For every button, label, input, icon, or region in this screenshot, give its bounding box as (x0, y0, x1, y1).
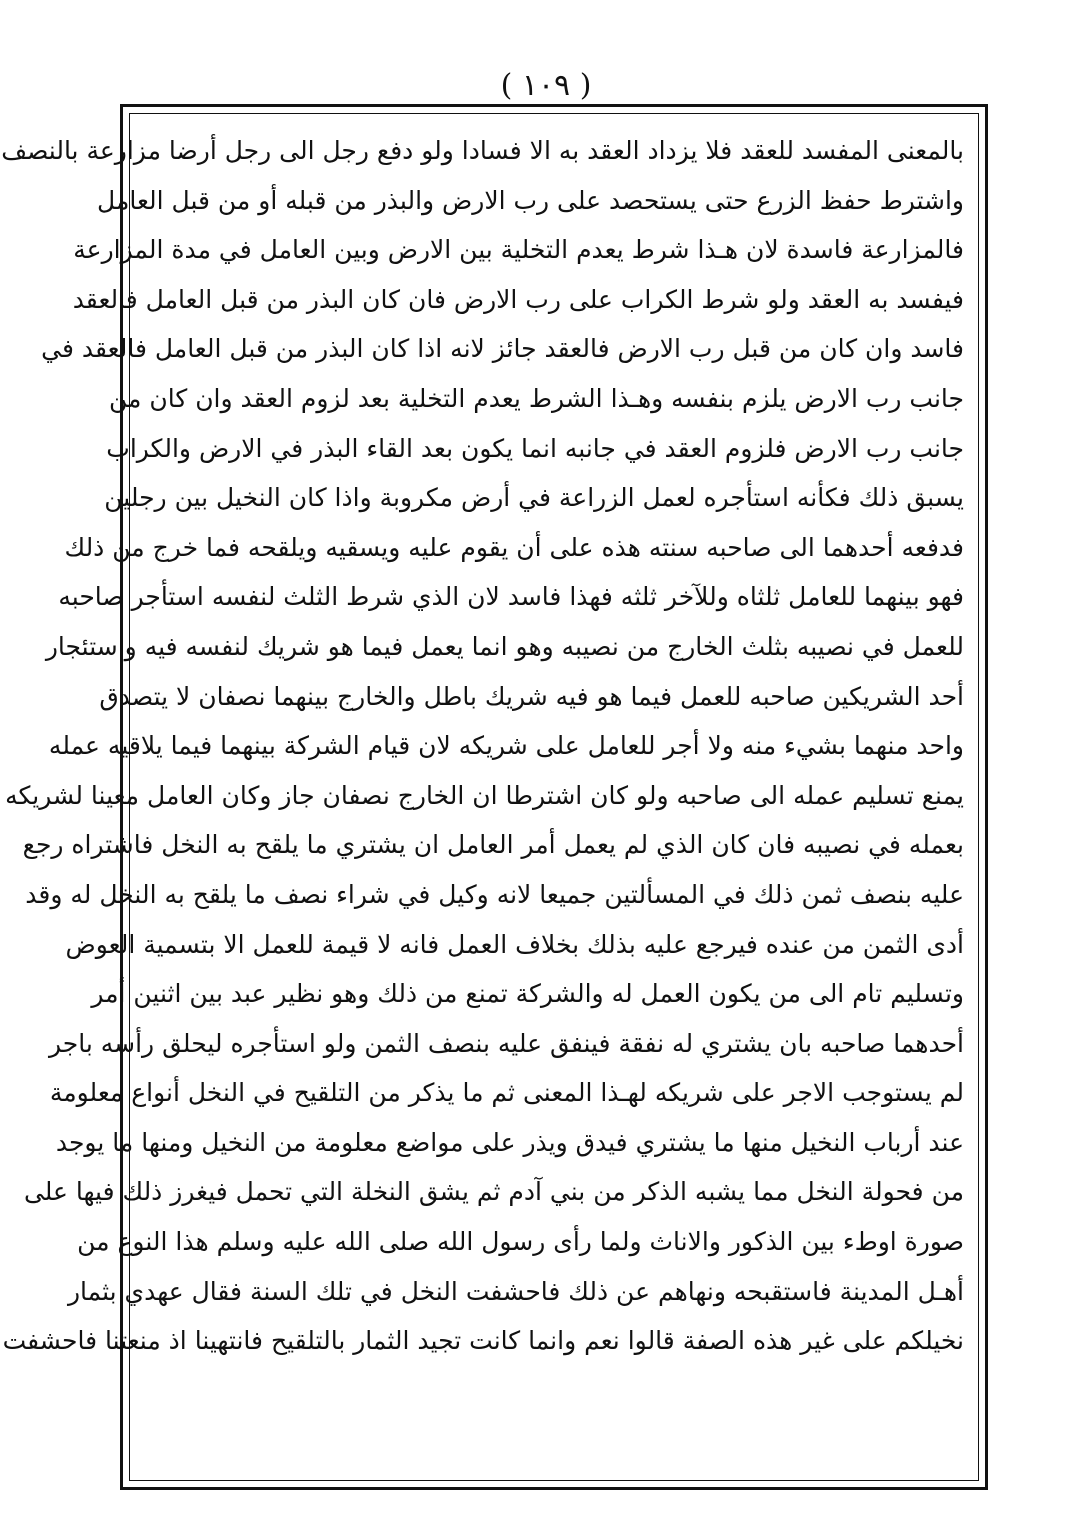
text-line: صورة اوطء بين الذكور والاناث ولما رأى رسول الله صلى الله عليه وسلم هذا النوع من (77, 1227, 964, 1257)
text-line: فدفعه أحدهما الى صاحبه سنته هذه على أن يقوم عليه ويسقيه ويلقحه فما خرج من ذلك (64, 532, 964, 562)
text-line: فيفسد به العقد ولو شرط الكراب على رب الارض فان كان البذر من قبل العامل فالعقد (72, 284, 964, 314)
text-line: عليه بنصف ثمن ذلك في المسألتين جميعا لانه وكيل في شراء نصف ما يلقح به النخل له وقد (25, 879, 964, 909)
text-line: من فحولة النخل مما يشبه الذكر من بني آدم ثم يشق النخلة التي تحمل فيغرز ذلك فيها على (23, 1177, 964, 1207)
text-line: واشترط حفظ الزرع حتى يستحصد على رب الارض والبذر من قبله أو من قبل العامل (97, 185, 964, 215)
text-line: أدى الثمن من عنده فيرجع عليه بذلك بخلاف العمل فانه لا قيمة للعمل الا بتسمية العوض (65, 929, 964, 959)
page-number: ( ١٠٩ ) (500, 68, 592, 103)
text-line: جانب رب الارض فلزوم العقد في جانبه انما يكون بعد القاء البذر في الارض والكراب (106, 433, 964, 463)
text-line: نخيلكم على غير هذه الصفة قالوا نعم وانما كانت تجيد الثمار بالتلقيح فانتهينا اذ منعتنا فاحشفت (2, 1326, 964, 1356)
text-line: فالمزارعة فاسدة لان هـذا شرط يعدم التخلية بين الارض وبين العامل في مدة المزارعة (73, 235, 964, 265)
text-line: وتسليم تام الى من يكون العمل له والشركة تمنع من ذلك وهو نظير عبد بين اثنين أمر (91, 979, 964, 1009)
text-line: أهـل المدينة فاستقبحه ونهاهم عن ذلك فاحشفت النخل في تلك السنة فقال عهدي بثمار (67, 1276, 964, 1306)
text-line: يسبق ذلك فكأنه استأجره لعمل الزراعة في أرض مكروبة واذا كان النخيل بين رجلين (104, 483, 964, 513)
text-line: بعمله في نصيبه فان كان الذي لم يعمل أمر العامل ان يشتري ما يلقح به النخل فاشتراه رجع (22, 830, 964, 860)
page-border-outer (1, 104, 988, 1490)
text-line: لم يستوجب الاجر على شريكه لهـذا المعنى ثم ما يذكر من التلقيح في النخل أنواع معلومة (49, 1078, 964, 1108)
text-line: فاسد وان كان من قبل رب الارض فالعقد جائز لانه اذا كان البذر من قبل العامل فالعقد في (41, 334, 964, 364)
text-line: أحدهما صاحبه بان يشتري له نفقة فينفق عليه بنصف الثمن ولو استأجره ليحلق رأسه باجر (48, 1028, 964, 1058)
text-line: للعمل في نصيبه بثلث الخارج من نصيبه وهو انما يعمل فيما هو شريك لنفسه فيه واستئجار (45, 631, 964, 661)
text-line: عند أرباب النخيل منها ما يشتري فيدق ويذر على مواضع معلومة من النخيل ومنها ما يوجد (55, 1127, 964, 1157)
text-line: بالمعنى المفسد للعقد فلا يزداد العقد به الا فسادا ولو دفع رجل الى رجل أرضا مزارعة بالنصف (1, 136, 964, 165)
text-line: جانب رب الارض يلزم بنفسه وهـذا الشرط يعدم التخلية بعد لزوم العقد وان كان من (109, 383, 964, 413)
body-text (1, 126, 964, 1468)
text-line: يمنع تسليم عمله الى صاحبه ولو كان اشترطا ان الخارج نصفان جاز وكان العامل معينا لشريكه (5, 780, 964, 810)
text-line: أحد الشريكين صاحبه للعمل فيما هو فيه شريك باطل والخارج بينهما نصفان لا يتصدق (99, 681, 964, 711)
page-border-inner (1, 113, 979, 1481)
text-line: واحد منهما بشيء منه ولا أجر للعامل على شريكه لان قيام الشركة بينهما فيما يلاقيه عمله (48, 731, 964, 761)
text-line: فهو بينهما للعامل ثلثاه وللآخر ثلثه فهذا فاسد لان الذي شرط الثلث لنفسه استأجر صاحبه (58, 582, 964, 612)
